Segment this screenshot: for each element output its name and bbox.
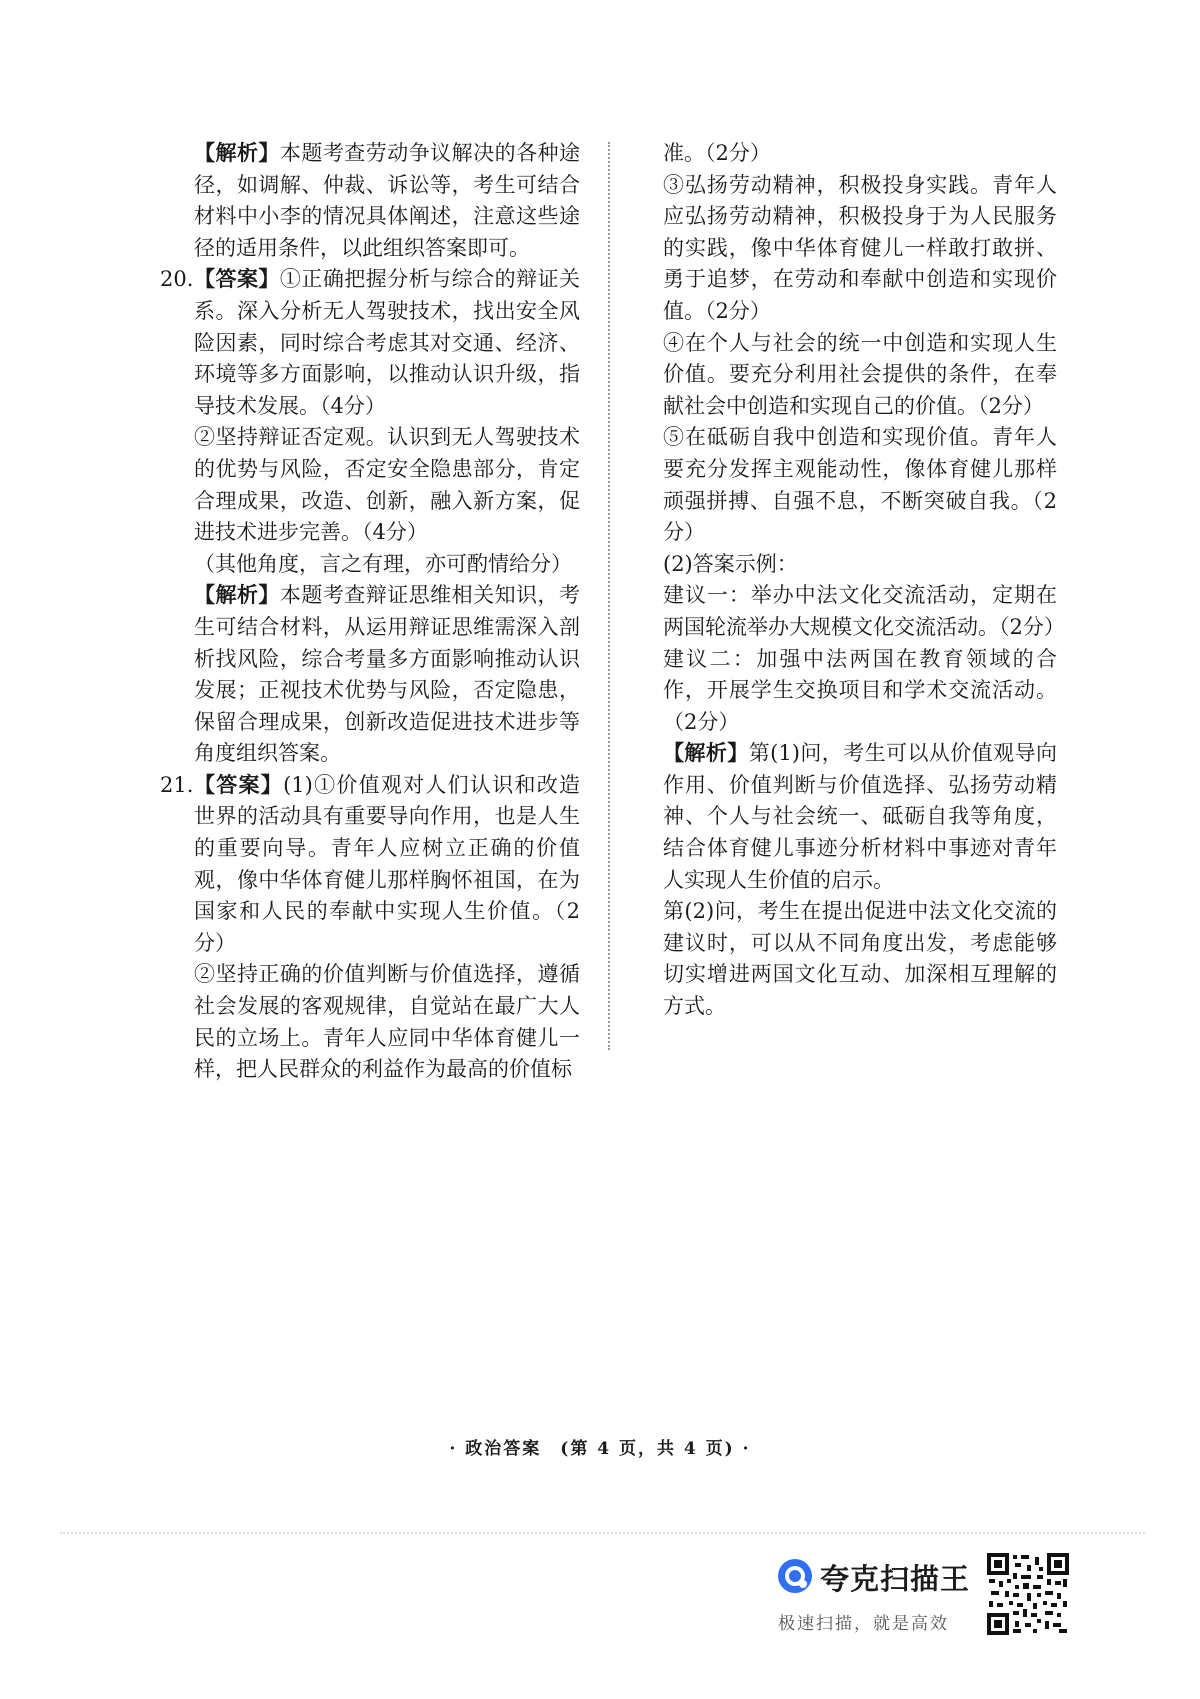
q20-answer-p1 — [194, 264, 580, 422]
question-number: 20. — [160, 267, 194, 292]
question-21 — [160, 770, 580, 1086]
column-divider — [608, 142, 610, 1050]
q21-analysis-2: 第(2)问，考生在提出促进中法文化交流的建议时，可以从不同角度出发，考虑能够切实增进两国文化互动、加深相互理解的方式。 — [663, 899, 1057, 1019]
q20-point-1: ①正确把握分析与综合的辩证关系。深入分析无人驾驶技术，找出安全风险因素，同时综合考虑其对交通、经济、环境等多方面影响，以推动认识升级，指导技术发展。（4分） — [194, 267, 581, 418]
question-20-body — [194, 264, 580, 770]
quark-logo-icon — [778, 1559, 812, 1593]
question-21-body — [194, 770, 580, 1086]
scan-divider — [60, 1532, 1145, 1534]
analysis-tag: 【解析】 — [663, 741, 749, 766]
analysis-tag: 【解析】 — [194, 141, 280, 165]
q21-answer-p1 — [194, 770, 580, 960]
page-footer: · 政治答案 (第 4 页，共 4 页) · — [449, 1439, 751, 1459]
scanner-watermark — [778, 1557, 978, 1657]
q20-note: （其他角度，言之有理，亦可酌情给分） — [194, 551, 572, 576]
qr-code-icon — [987, 1553, 1069, 1635]
question-20 — [160, 264, 580, 770]
q21-point-2: ②坚持正确的价值判断与价值选择，遵循社会发展的客观规律，自觉站在最广大人民的立场上。青年人应同中华体育健儿一样，把人民群众的利益作为最高的价值标 — [194, 962, 580, 1082]
question-number: 21. — [160, 772, 194, 797]
analysis-tag: 【解析】 — [194, 583, 280, 608]
q21-analysis-text-1: 第(1)问，考生可以从价值观导向作用、价值判断与价值选择、弘扬劳动精神、个人与社会统一、砥砺自我等角度，结合体育健儿事迹分析材料中事迹对青年人实现人生价值的启示。 — [663, 741, 1058, 892]
q21-point-4: ④在个人与社会的统一中创造和实现人生价值。要充分利用社会提供的条件，在奉献社会中创造和实现自己的价值。（2分） — [663, 330, 1057, 418]
answer-tag: 【答案】 — [194, 772, 284, 797]
brand-name: 夸克扫描王 — [820, 1562, 971, 1596]
brand-slogan: 极速扫描，就是高效 — [778, 1614, 949, 1634]
q21-analysis-1 — [663, 738, 1057, 896]
q19-analysis-text: 本题考查劳动争议解决的各种途径，如调解、仲裁、诉讼等，考生可结合材料中小李的情况具体阐述，注意这些途径的适用条件，以此组织答案即可。 — [194, 141, 581, 260]
q20-analysis — [194, 580, 580, 770]
q21-part2-heading: (2)答案示例： — [663, 551, 798, 576]
left-column — [160, 138, 580, 1086]
suggestion-2: 建议二：加强中法两国在教育领域的合作，开展学生交换项目和学术交流活动。（2分） — [663, 646, 1057, 734]
right-column — [663, 138, 1065, 1023]
answer-tag: 【答案】 — [194, 267, 280, 292]
q21-point-1: (1)①价值观对人们认识和改造世界的活动具有重要导向作用，也是人生的重要向导。青年人应树立正确的价值观，像中华体育健儿那样胸怀祖国，在为国家和人民的奉献中实现人生价值。（2分） — [194, 772, 580, 955]
q20-analysis-text: 本题考查辩证思维相关知识，考生可结合材料，从运用辩证思维需深入剖析找风险，综合考量多方面影响推动认识发展；正视技术优势与风险，否定隐患，保留合理成果，创新改造促进技术进步等角度组织答案。 — [194, 583, 581, 766]
suggestion-1: 建议一：举办中法文化交流活动，定期在两国轮流举办大规模文化交流活动。（2分） — [663, 583, 1065, 639]
q20-point-2: ②坚持辩证否定观。认识到无人驾驶技术的优势与风险，否定安全隐患部分，肯定合理成果，改造、创新，融入新方案，促进技术进步完善。（4分） — [194, 425, 580, 545]
q19-analysis — [160, 138, 580, 264]
q21-point-3: ③弘扬劳动精神，积极投身实践。青年人应弘扬劳动精神，积极投身于为人民服务的实践，像中华体育健儿一样敢打敢拼、勇于追梦，在劳动和奉献中创造和实现价值。（2分） — [663, 172, 1057, 323]
q21-point-5: ⑤在砥砺自我中创造和实现价值。青年人要充分发挥主观能动性，像体育健儿那样顽强拼搏、自强不息，不断突破自我。（2分） — [663, 425, 1057, 545]
q21-point-2-continued: 准。（2分） — [663, 141, 771, 165]
